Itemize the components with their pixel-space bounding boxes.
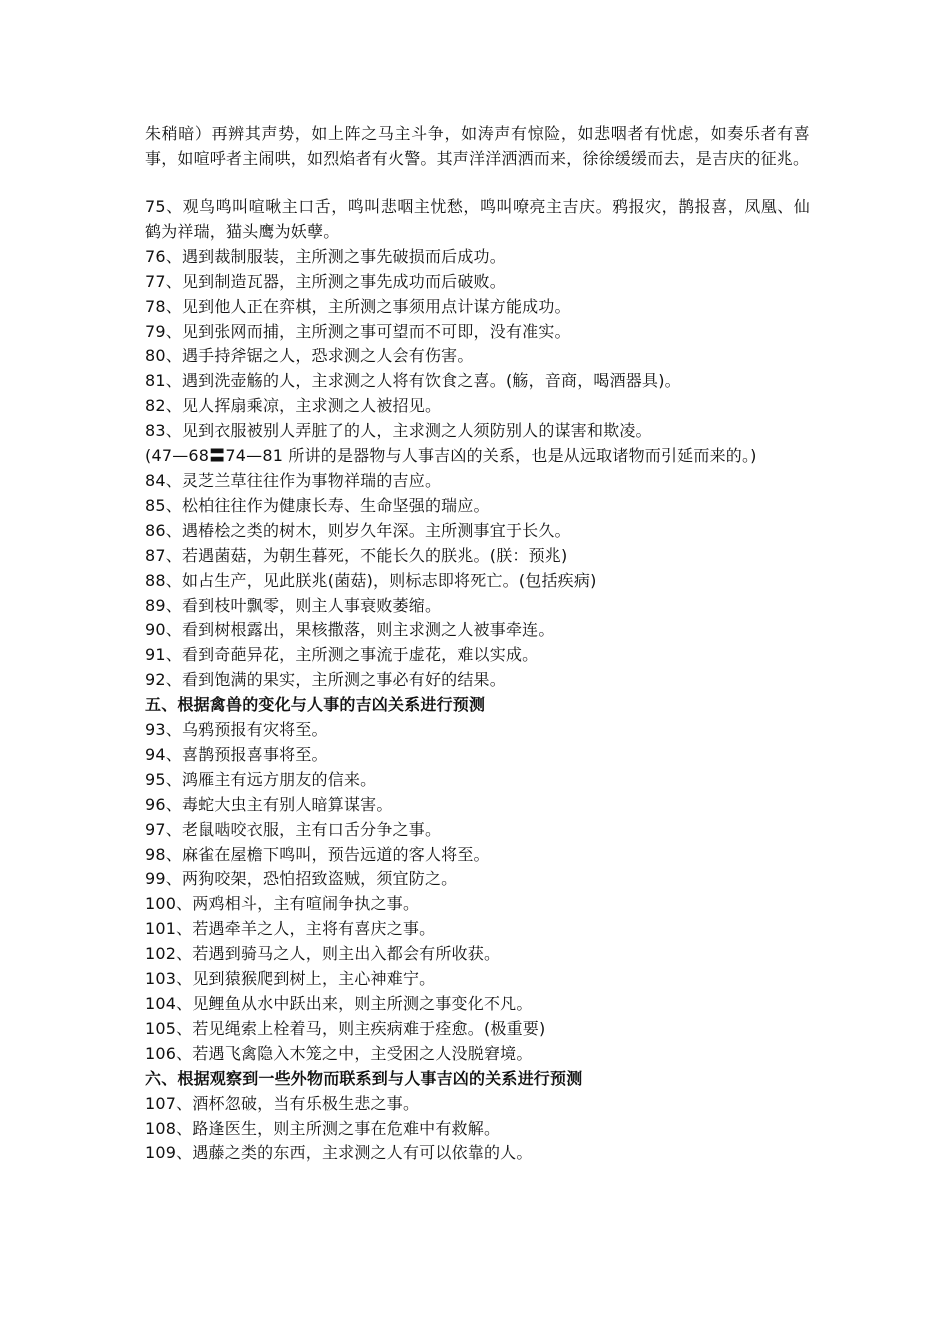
list-item: 79、见到张网而捕，主所测之事可望而不可即，没有准实。	[145, 321, 571, 341]
list-item: 78、见到他人正在弈棋，主所测之事须用点计谋方能成功。	[145, 296, 571, 316]
list-item: 106、若遇飞禽隐入木笼之中，主受困之人没脱窘境。	[145, 1043, 533, 1063]
list-item: 77、见到制造瓦器，主所测之事先成功而后破败。	[145, 271, 506, 291]
list-item: 86、遇椿桧之类的树木，则岁久年深。主所测事宜于长久。	[145, 520, 571, 540]
section-heading: 六、根据观察到一些外物而联系到与人事吉凶的关系进行预测	[145, 1068, 583, 1088]
list-item: 76、遇到裁制服装，主所测之事先破损而后成功。	[145, 246, 506, 266]
list-item: 104、见鲤鱼从水中跃出来，则主所测之事变化不凡。	[145, 994, 533, 1013]
list-item: 105、若见绳索上栓着马，则主疾病难于痊愈。(极重要)	[145, 1018, 546, 1038]
list-item: 101、若遇牵羊之人，主将有喜庆之事。	[145, 919, 436, 939]
list-item: 91、看到奇葩异花，主所测之事流于虚花，难以实成。	[145, 645, 539, 665]
list-item: 89、看到枝叶飘零，则主人事衰败萎缩。	[145, 595, 442, 615]
list-item: 81、遇到洗壶觞的人，主求测之人将有饮食之喜。(觞，音商，喝酒器具)。	[145, 371, 681, 391]
list-item: 107、酒杯忽破，当有乐极生悲之事。	[145, 1093, 420, 1113]
list-item: 103、见到猿猴爬到树上，主心神难宁。	[145, 969, 436, 989]
list-item: 109、遇藤之类的东西，主求测之人有可以依靠的人。	[145, 1143, 533, 1163]
list-item: 100、两鸡相斗，主有喧闹争执之事。	[145, 894, 420, 914]
list-item: 88、如占生产，见此朕兆(菌菇)，则标志即将死亡。(包括疾病)	[145, 570, 597, 590]
list-item: 80、遇手持斧锯之人，恐求测之人会有伤害。	[145, 346, 474, 366]
list-item: 99、两狗咬架，恐怕招致盗贼，须宜防之。	[145, 869, 458, 889]
list-item: 92、看到饱满的果实，主所测之事必有好的结果。	[145, 670, 506, 690]
list-item: 96、毒蛇大虫主有别人暗算谋害。	[145, 794, 393, 814]
list-item: 97、老鼠啮咬衣服，主有口舌分争之事。	[145, 819, 442, 839]
list-item: 93、乌鸦预报有灾将至。	[145, 720, 328, 740]
list-item: 83、见到衣服被别人弄脏了的人，主求测之人须防别人的谋害和欺凌。	[145, 421, 652, 441]
list-item: 82、见人挥扇乘凉，主求测之人被招见。	[145, 396, 442, 416]
section-heading: 五、根据禽兽的变化与人事的吉凶关系进行预测	[145, 695, 486, 715]
list-item: 75、观鸟鸣叫喧啾主口舌，鸣叫悲咽主忧愁，鸣叫嘹亮主吉庆。鸦报灾，鹊报喜，凤凰、仙鹤为祥瑞，猫头鹰为妖孽。	[145, 197, 810, 241]
document-page	[145, 122, 810, 1166]
list-item: 98、麻雀在屋檐下鸣叫，预告远道的客人将至。	[145, 844, 490, 864]
note-paragraph: (47—68〓74—81 所讲的是器物与人事吉凶的关系，也是从远取诸物而引延而来的。)	[145, 446, 757, 466]
list-item: 85、松柏往往作为健康长寿、生命坚强的瑞应。	[145, 495, 490, 515]
list-item: 108、路逢医生，则主所测之事在危难中有救解。	[145, 1118, 501, 1138]
paragraph-gap	[145, 171, 810, 195]
list-item: 90、看到树根露出，果核撒落，则主求测之人被事牵连。	[145, 620, 555, 640]
list-item: 84、灵芝兰草往往作为事物祥瑞的吉应。	[145, 470, 442, 490]
list-item: 102、若遇到骑马之人，则主出入都会有所收获。	[145, 944, 501, 964]
intro-paragraph: 朱稍暗）再辨其声势，如上阵之马主斗争，如涛声有惊险，如悲咽者有忧虑，如奏乐者有喜事，如喧呼者主闹哄，如烈焰者有火警。其声洋洋洒洒而来，徐徐缓缓而去，是吉庆的征兆。	[145, 124, 810, 168]
list-item: 94、喜鹊预报喜事将至。	[145, 744, 328, 764]
list-item: 95、鸿雁主有远方朋友的信来。	[145, 769, 377, 789]
list-item: 87、若遇菌菇，为朝生暮死，不能长久的朕兆。(朕：预兆)	[145, 545, 568, 565]
